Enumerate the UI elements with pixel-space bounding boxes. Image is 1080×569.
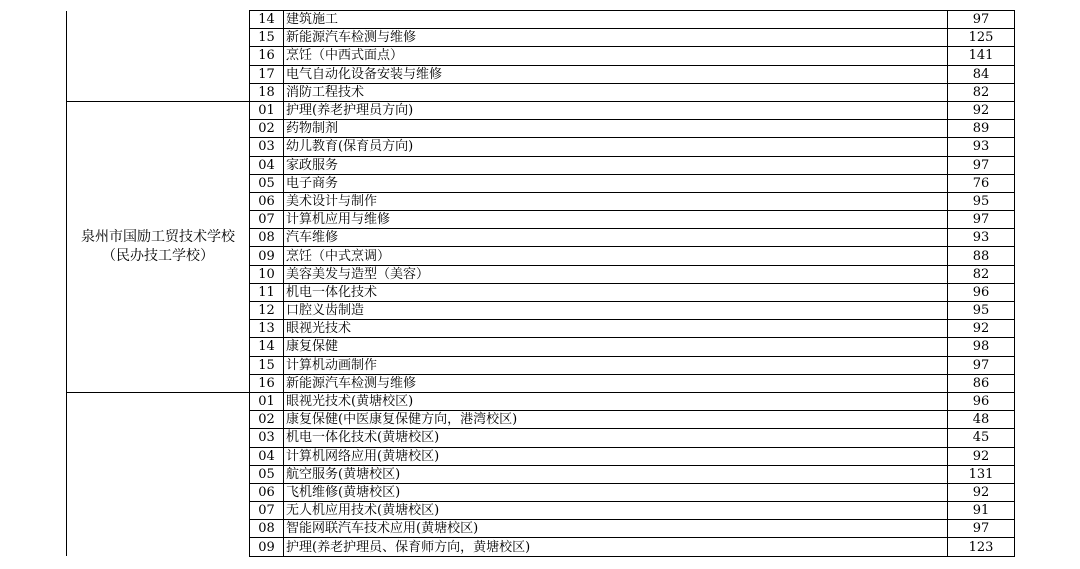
admission-score: 89 <box>948 120 1015 138</box>
admission-score: 92 <box>948 447 1015 465</box>
major-name: 护理(养老护理员、保育师方向，黄塘校区) <box>284 538 948 556</box>
major-name: 计算机动画制作 <box>284 356 948 374</box>
major-code: 09 <box>250 247 284 265</box>
major-name: 烹饪（中西式面点） <box>284 47 948 65</box>
admission-score: 92 <box>948 483 1015 501</box>
admission-score: 82 <box>948 83 1015 101</box>
major-name: 机电一体化技术 <box>284 283 948 301</box>
admission-score: 92 <box>948 320 1015 338</box>
table-row <box>67 11 1015 29</box>
major-name: 飞机维修(黄塘校区) <box>284 483 948 501</box>
major-code: 09 <box>250 538 284 556</box>
major-code: 18 <box>250 83 284 101</box>
school-name: 泉州市国励工贸技术学校 <box>81 228 235 245</box>
admission-score: 93 <box>948 229 1015 247</box>
major-code: 06 <box>250 192 284 210</box>
major-code: 17 <box>250 65 284 83</box>
major-code: 07 <box>250 502 284 520</box>
school-name-cell <box>67 11 250 102</box>
table-row <box>67 101 1015 119</box>
table-body <box>67 11 1015 557</box>
admission-score: 97 <box>948 211 1015 229</box>
admission-score: 125 <box>948 29 1015 47</box>
major-code: 04 <box>250 447 284 465</box>
major-name: 烹饪（中式烹调） <box>284 247 948 265</box>
major-name: 美容美发与造型（美容） <box>284 265 948 283</box>
major-name: 护理(养老护理员方向) <box>284 101 948 119</box>
admission-score: 88 <box>948 247 1015 265</box>
major-name: 康复保健(中医康复保健方向，港湾校区) <box>284 411 948 429</box>
major-name: 新能源汽车检测与维修 <box>284 29 948 47</box>
major-code: 06 <box>250 483 284 501</box>
major-code: 03 <box>250 138 284 156</box>
major-code: 04 <box>250 156 284 174</box>
admission-score: 123 <box>948 538 1015 556</box>
major-code: 13 <box>250 320 284 338</box>
major-name: 智能网联汽车技术应用(黄塘校区) <box>284 520 948 538</box>
major-name: 航空服务(黄塘校区) <box>284 465 948 483</box>
major-code: 08 <box>250 520 284 538</box>
admission-score: 97 <box>948 520 1015 538</box>
major-name: 电气自动化设备安装与维修 <box>284 65 948 83</box>
admission-score: 97 <box>948 356 1015 374</box>
major-name: 美术设计与制作 <box>284 192 948 210</box>
admission-score: 76 <box>948 174 1015 192</box>
major-code: 05 <box>250 174 284 192</box>
admission-score: 97 <box>948 11 1015 29</box>
major-name: 无人机应用技术(黄塘校区) <box>284 502 948 520</box>
school-name-cell <box>67 392 250 556</box>
major-code: 11 <box>250 283 284 301</box>
admission-score: 141 <box>948 47 1015 65</box>
admission-score-table <box>66 10 1015 557</box>
major-name: 电子商务 <box>284 174 948 192</box>
major-code: 02 <box>250 120 284 138</box>
admission-score: 48 <box>948 411 1015 429</box>
major-code: 01 <box>250 101 284 119</box>
major-code: 15 <box>250 29 284 47</box>
admission-score: 96 <box>948 283 1015 301</box>
admission-score: 82 <box>948 265 1015 283</box>
table-row <box>67 392 1015 410</box>
major-name: 药物制剂 <box>284 120 948 138</box>
major-name: 机电一体化技术(黄塘校区) <box>284 429 948 447</box>
admission-score: 95 <box>948 302 1015 320</box>
admission-score: 84 <box>948 65 1015 83</box>
school-name-cell <box>67 101 250 392</box>
major-code: 12 <box>250 302 284 320</box>
major-name: 计算机网络应用(黄塘校区) <box>284 447 948 465</box>
admission-score: 131 <box>948 465 1015 483</box>
admission-score: 97 <box>948 156 1015 174</box>
admission-score: 98 <box>948 338 1015 356</box>
major-code: 14 <box>250 11 284 29</box>
major-name: 口腔义齿制造 <box>284 302 948 320</box>
major-code: 01 <box>250 392 284 410</box>
major-name: 计算机应用与维修 <box>284 211 948 229</box>
major-code: 08 <box>250 229 284 247</box>
major-name: 消防工程技术 <box>284 83 948 101</box>
major-name: 眼视光技术 <box>284 320 948 338</box>
admission-score: 92 <box>948 101 1015 119</box>
major-code: 10 <box>250 265 284 283</box>
major-code: 07 <box>250 211 284 229</box>
major-name: 家政服务 <box>284 156 948 174</box>
admission-score: 45 <box>948 429 1015 447</box>
admission-score: 91 <box>948 502 1015 520</box>
major-code: 15 <box>250 356 284 374</box>
major-name: 康复保健 <box>284 338 948 356</box>
major-name: 汽车维修 <box>284 229 948 247</box>
major-name: 新能源汽车检测与维修 <box>284 374 948 392</box>
major-code: 03 <box>250 429 284 447</box>
admission-score: 96 <box>948 392 1015 410</box>
school-type: （民办技工学校） <box>102 247 214 264</box>
major-name: 幼儿教育(保育员方向) <box>284 138 948 156</box>
major-code: 05 <box>250 465 284 483</box>
major-code: 16 <box>250 47 284 65</box>
major-code: 14 <box>250 338 284 356</box>
major-code: 16 <box>250 374 284 392</box>
admission-score: 93 <box>948 138 1015 156</box>
major-name: 眼视光技术(黄塘校区) <box>284 392 948 410</box>
major-code: 02 <box>250 411 284 429</box>
admission-score: 95 <box>948 192 1015 210</box>
major-name: 建筑施工 <box>284 11 948 29</box>
admission-score: 86 <box>948 374 1015 392</box>
